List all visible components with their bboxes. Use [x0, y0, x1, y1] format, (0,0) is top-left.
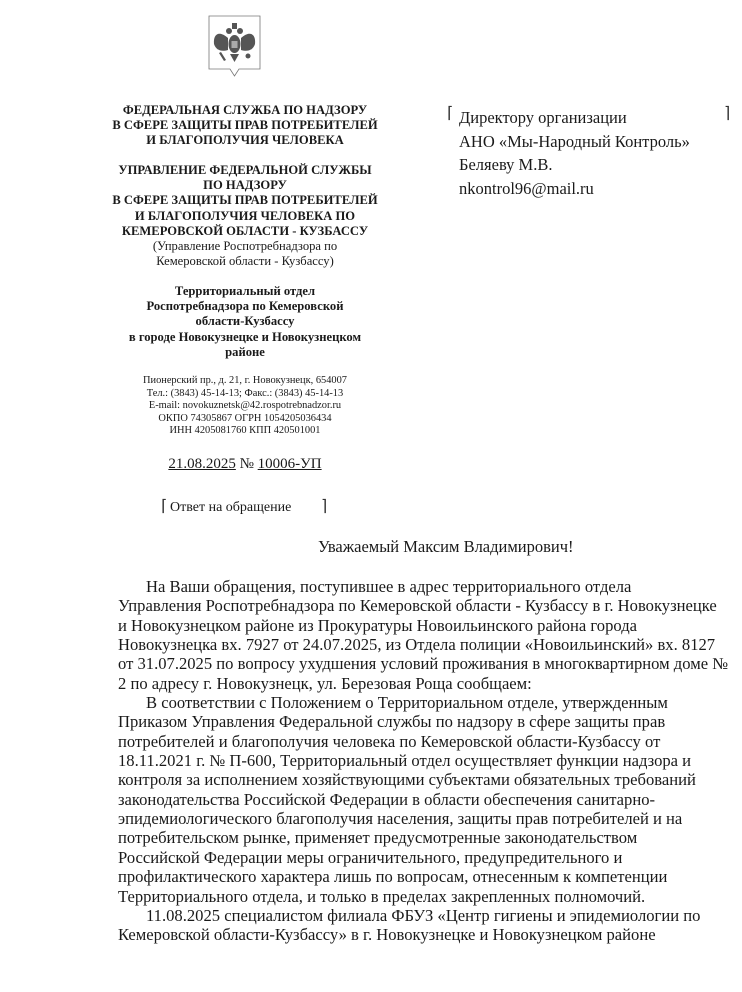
body-line: и Новокузнецком районе из Прокуратуры Новоильинского района города [118, 615, 638, 635]
subject: Ответ на обращение [170, 500, 292, 515]
body-line: Управления Роспотребнадзора по Кемеровской области - Кузбассу в г. Новокузнецке [118, 596, 717, 616]
addressee-block [459, 106, 690, 201]
body-line: В соответствии с Положением о Территориальном отделе, утвержденным [146, 693, 668, 713]
regional-office-line: КЕМЕРОВСКОЙ ОБЛАСТИ - КУЗБАССУ [121, 223, 369, 238]
body-line: Российской Федерации меры ограничительного, предупредительного и [118, 847, 623, 867]
body-line: законодательства Российской Федерации в области обеспечения санитарно- [118, 789, 656, 809]
contact-email: E-mail: novokuznetsk@42.rospotrebnadzor.ru [148, 400, 342, 412]
body-line: профилактического характера лишь по вопросам, отнесенным к компетенции [118, 867, 668, 887]
agency-line: И БЛАГОПОЛУЧИЯ ЧЕЛОВЕКА [146, 133, 344, 148]
agency-line: В СФЕРЕ ЗАЩИТЫ ПРАВ ПОТРЕБИТЕЛЕЙ [112, 118, 378, 133]
body-line: Приказом Управления Федеральной службы по надзору в сфере защиты прав [118, 712, 666, 732]
bracket-close-icon: ⌉ [321, 496, 328, 515]
body-line: 2 по адресу г. Новокузнецк, ул. Березовая Роща сообщаем: [118, 673, 532, 693]
agency-name [100, 103, 390, 149]
bracket-close-icon: ⌉ [724, 103, 731, 122]
letter-body [118, 577, 742, 945]
contact-phone: Тел.: (3843) 45-14-13; Факс.: (3843) 45-14-13 [146, 387, 344, 399]
body-line: потребительском рынке, применяет предусмотренные законодательством [118, 828, 638, 848]
body-line: от 31.07.2025 по вопросу ухудшения условий проживания в многоквартирном доме № [118, 654, 729, 674]
body-line: Новокузнецка вх. 7927 от 24.07.2025, из Отдела полиции «Новоильинский» вх. 8127 [118, 635, 716, 655]
territorial-department-line: области-Кузбассу [195, 314, 295, 329]
registration-number: 10006-УП [257, 456, 322, 472]
body-line: эпидемиологического благополучия населения, защиты прав потребителей и на [118, 809, 683, 829]
territorial-department-line: районе [225, 344, 265, 359]
regional-office-line: В СФЕРЕ ЗАЩИТЫ ПРАВ ПОТРЕБИТЕЛЕЙ [112, 193, 378, 208]
agency-line: ФЕДЕРАЛЬНАЯ СЛУЖБА ПО НАДЗОРУ [122, 103, 368, 117]
territorial-department-line: Роспотребнадзора по Кемеровской [146, 299, 344, 314]
regional-office [100, 163, 390, 269]
bracket-open-icon: ⌈ [447, 103, 454, 122]
addressee-name: Беляеву М.В. [459, 155, 553, 175]
bracket-open-icon: ⌈ [161, 496, 168, 515]
regional-office-line: ПО НАДЗОРУ [203, 178, 287, 193]
body-line: На Ваши обращения, поступившее в адрес территориального отдела [146, 577, 632, 596]
contact-address: Пионерский пр., д. 21, г. Новокузнецк, 654007 [143, 375, 347, 386]
body-line: контроля за исполнением хозяйствующими субъектами обязательных требований [118, 770, 696, 790]
body-line: 18.11.2021 г. № П-600, Территориальный отдел осуществляет функции надзора и [118, 751, 692, 771]
number-sign: № [239, 456, 254, 472]
regional-office-line: УПРАВЛЕНИЕ ФЕДЕРАЛЬНОЙ СЛУЖБЫ [118, 163, 372, 177]
body-line: Кемеровской области-Кузбассу» в г. Новокузнецке и Новокузнецком районе [118, 925, 656, 945]
addressee-organization: АНО «Мы-Народный Контроль» [459, 131, 690, 151]
territorial-department [100, 284, 390, 360]
contact-details [100, 375, 390, 438]
territorial-department-line: в городе Новокузнецке и Новокузнецком [128, 329, 362, 344]
regional-office-line: И БЛАГОПОЛУЧИЯ ЧЕЛОВЕКА ПО [134, 208, 356, 223]
addressee-position: Директору организации [459, 108, 627, 127]
contact-okpo-ogrn: ОКПО 74305867 ОГРН 1054205036434 [158, 412, 332, 424]
regional-office-short-line: (Управление Роспотребнадзора по [152, 239, 338, 254]
body-line: потребителей и благополучия человека по Кемеровской области-Кузбассу от [118, 731, 661, 751]
contact-inn-kpp: ИНН 4205081760 КПП 420501001 [169, 425, 321, 437]
coat-of-arms-emblem [207, 14, 262, 84]
body-line: 11.08.2025 специалистом филиала ФБУЗ «Центр гигиены и эпидемиологии по [146, 905, 701, 925]
regional-office-short-line: Кемеровской области - Кузбассу) [156, 254, 334, 269]
registration-date: 21.08.2025 [168, 456, 236, 472]
registration-line [150, 456, 340, 473]
addressee-email: nkontrol96@mail.ru [459, 179, 594, 199]
body-line: Территориального отдела, и только в пределах закрепленных полномочий. [118, 886, 646, 906]
territorial-department-line: Территориальный отдел [174, 284, 316, 298]
greeting: Уважаемый Максим Владимирович! [318, 537, 574, 556]
